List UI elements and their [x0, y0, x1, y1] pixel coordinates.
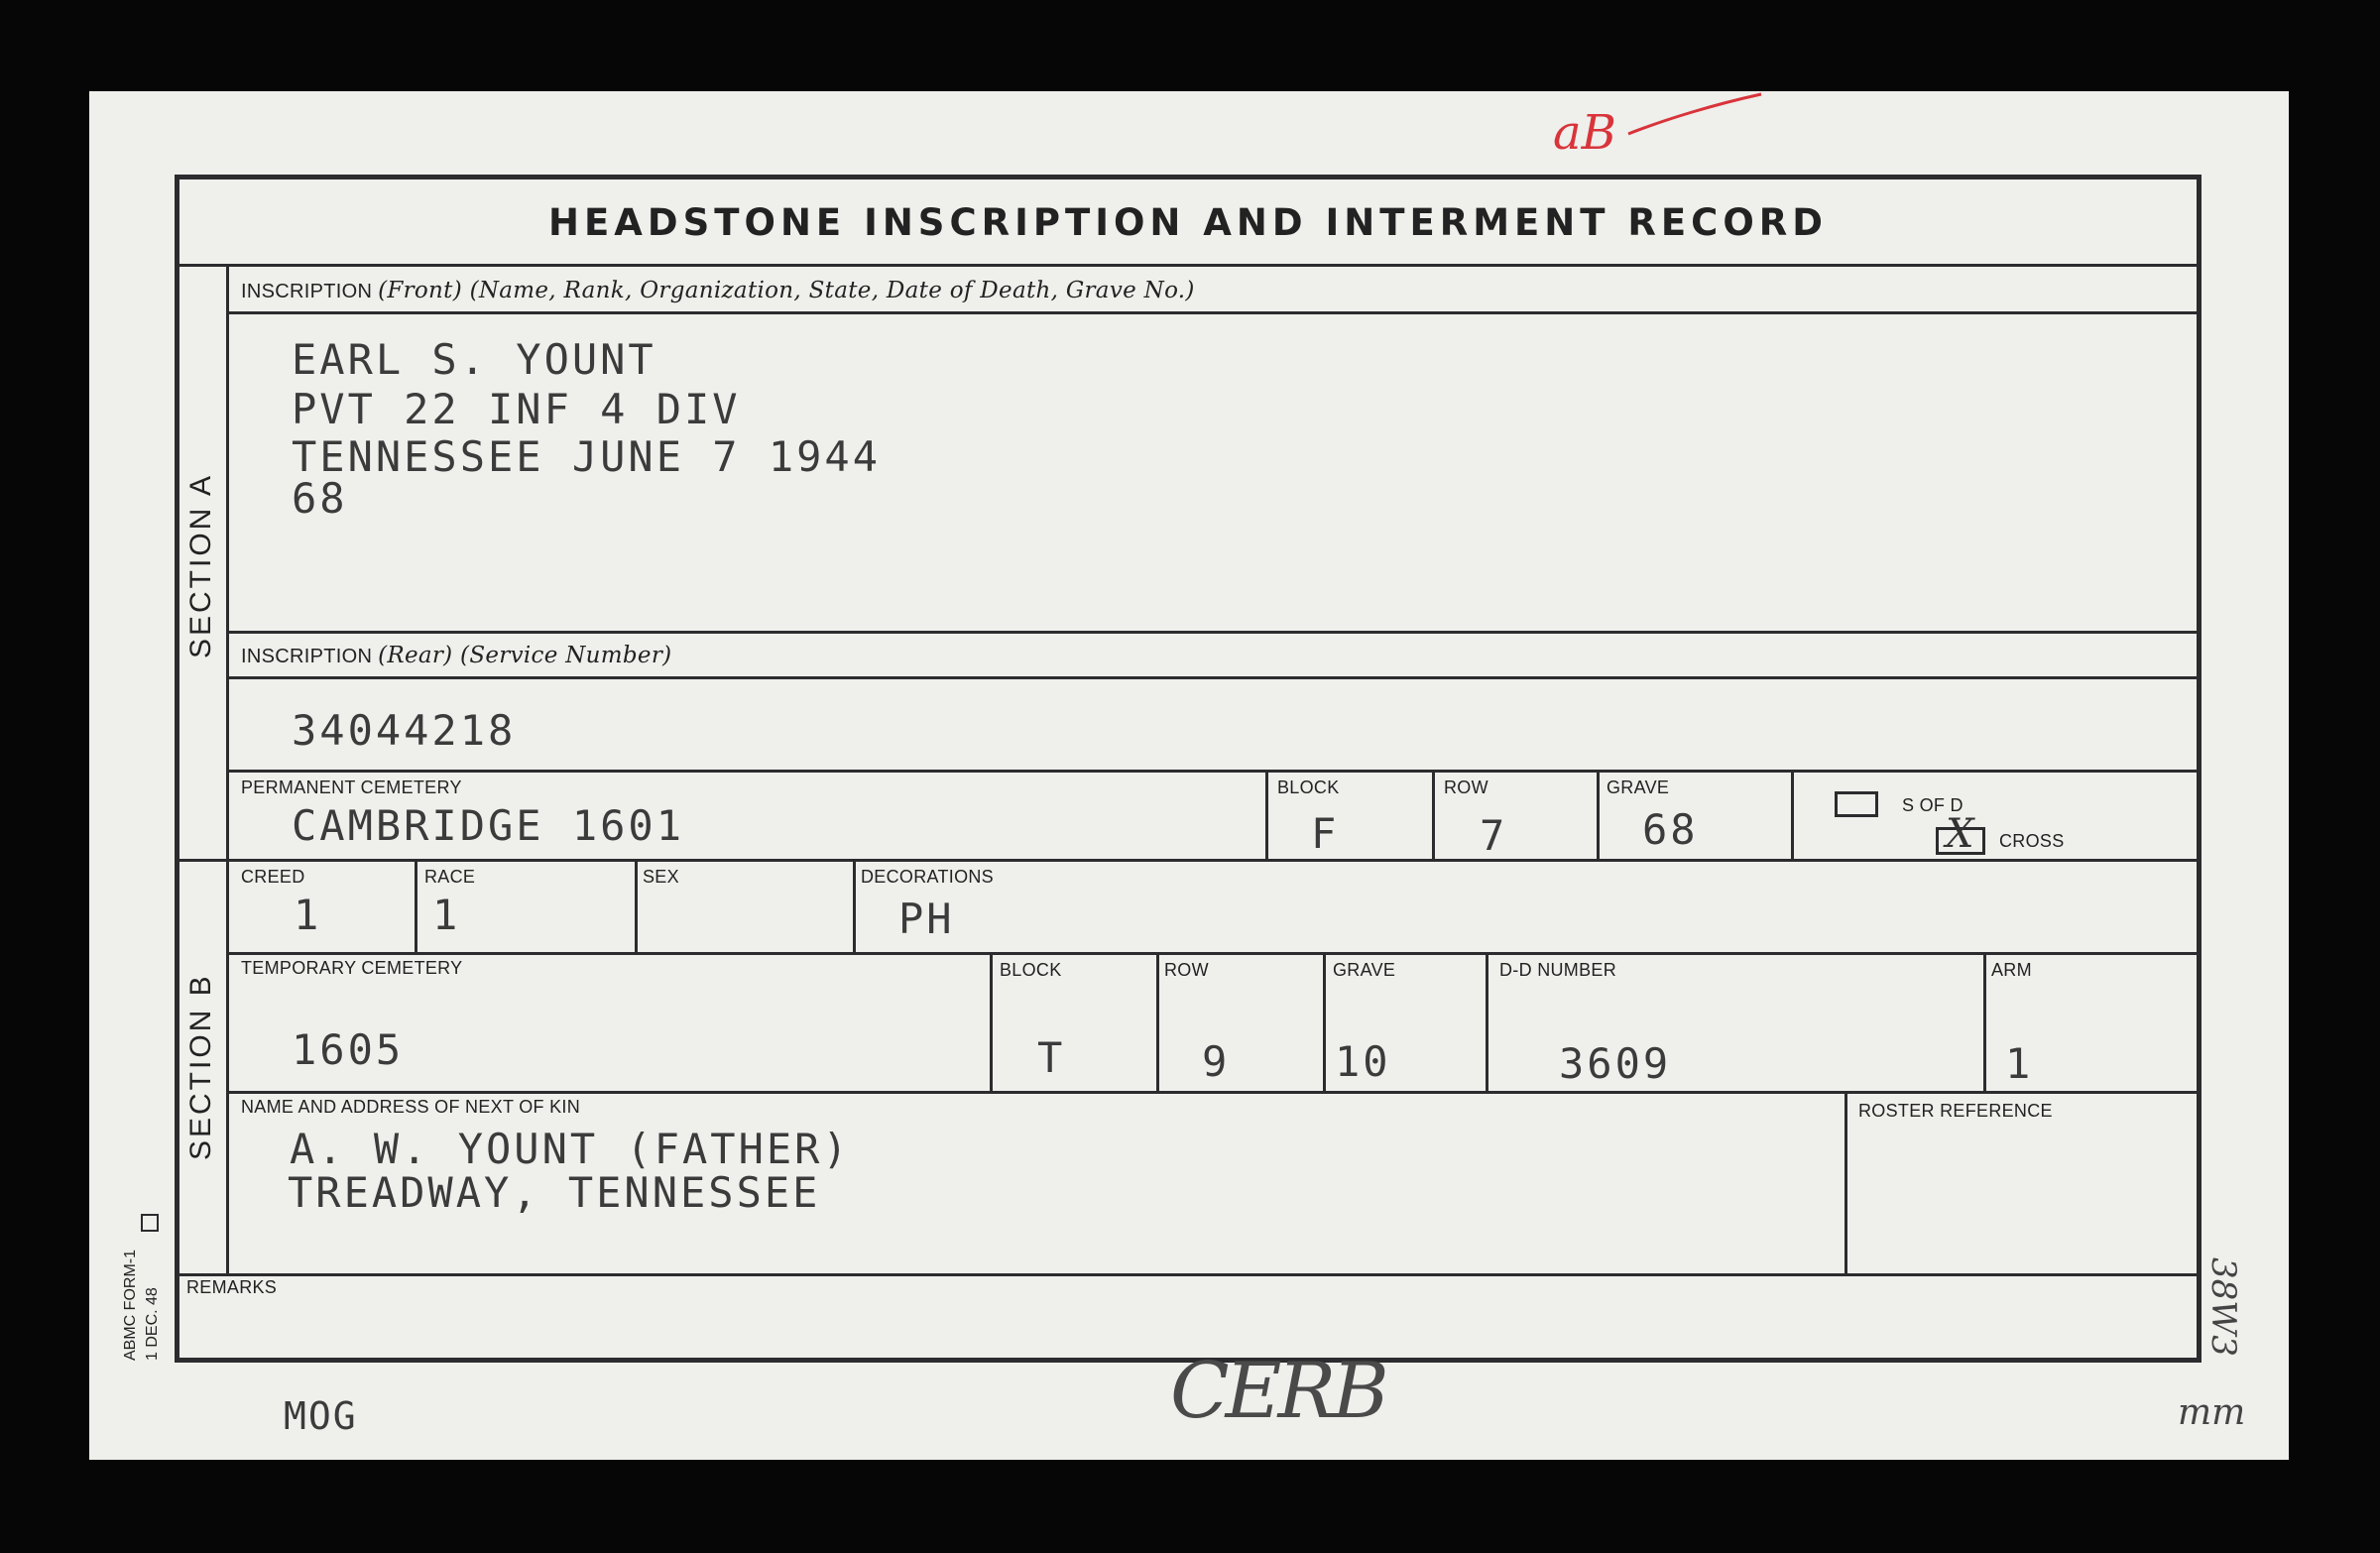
rule-under-title: [175, 264, 2202, 267]
perm-row-rule: [1432, 772, 1435, 859]
dd-number-value: 3609: [1559, 1039, 1672, 1088]
permanent-row-label: ROW: [1444, 777, 1488, 797]
inscription-front-label-detail: (Front) (Name, Rank, Organization, State, Date of Death, Grave No.): [378, 278, 1195, 303]
perm-marker-rule: [1791, 772, 1794, 859]
temporary-row-value: 9: [1202, 1037, 1231, 1086]
form-number: ABMC FORM-1: [122, 1250, 139, 1361]
rule-above-permanent: [228, 770, 2202, 773]
race-value: 1: [432, 891, 461, 939]
permanent-cemetery-value: CAMBRIDGE 1601: [292, 801, 685, 850]
footer-typed-code: MOG: [284, 1394, 358, 1438]
section-a-label: SECTION A: [184, 472, 217, 658]
rule-above-remarks: [175, 1273, 2202, 1276]
permanent-row-value: 7: [1480, 811, 1508, 860]
decorations-value: PH: [898, 895, 955, 943]
temporary-grave-label: GRAVE: [1333, 960, 1396, 980]
inscription-rear-label-main: INSCRIPTION: [241, 646, 373, 667]
perm-grave-rule: [1597, 772, 1600, 859]
rule-above-temporary: [228, 952, 2202, 955]
permanent-grave-value: 68: [1642, 805, 1699, 854]
permanent-block-label: BLOCK: [1277, 777, 1340, 797]
inscription-front-line-4: 68: [292, 474, 348, 523]
section-column-rule: [226, 264, 229, 1275]
cross-label: CROSS: [1999, 831, 2065, 851]
temp-grave-rule: [1323, 954, 1326, 1091]
inscription-front-label-main: INSCRIPTION: [241, 281, 373, 302]
permanent-cemetery-label: PERMANENT CEMETERY: [241, 777, 462, 797]
inscription-rear-label: [241, 643, 671, 668]
temp-block-rule: [990, 954, 993, 1091]
red-underline-stroke: [1626, 89, 1765, 139]
temp-dd-rule: [1486, 954, 1488, 1091]
rule-above-rear: [228, 631, 2202, 634]
s-of-d-label: S OF D: [1902, 795, 1964, 815]
inscription-front-label: [241, 278, 1195, 303]
next-of-kin-line-2: TREADWAY, TENNESSEE: [288, 1168, 821, 1217]
inscription-front-line-3: TENNESSEE JUNE 7 1944: [292, 432, 882, 481]
rule-section-divider: [175, 859, 2202, 862]
inscription-front-line-2: PVT 22 INF 4 DIV: [292, 385, 741, 433]
permanent-block-value: F: [1311, 809, 1340, 858]
creed-race-rule: [415, 861, 417, 952]
temporary-cemetery-label: TEMPORARY CEMETERY: [241, 958, 463, 978]
right-scribble: mm: [2178, 1392, 2246, 1433]
top-red-annotation: aB: [1553, 105, 1616, 161]
arm-label: ARM: [1991, 960, 2032, 980]
cross-check-mark: X: [1946, 811, 1974, 857]
temporary-block-value: T: [1037, 1033, 1066, 1082]
sex-label: SEX: [643, 867, 679, 887]
form-title: HEADSTONE INSCRIPTION AND INTERMENT RECORD: [548, 201, 1828, 244]
race-label: RACE: [424, 867, 476, 887]
perm-block-rule: [1265, 772, 1268, 859]
permanent-grave-label: GRAVE: [1606, 777, 1670, 797]
bottom-handwriting: CERB: [1170, 1347, 1385, 1436]
rule-under-rear-label: [228, 676, 2202, 679]
temporary-cemetery-value: 1605: [292, 1025, 405, 1074]
creed-value: 1: [294, 891, 322, 939]
race-sex-rule: [635, 861, 638, 952]
inscription-front-line-1: EARL S. YOUNT: [292, 335, 656, 384]
s-of-d-checkbox: [1835, 791, 1878, 817]
inscription-rear-label-detail: (Rear) (Service Number): [378, 643, 672, 668]
remarks-label: REMARKS: [186, 1277, 278, 1297]
next-of-kin-line-1: A. W. YOUNT (FATHER): [290, 1125, 851, 1173]
kin-roster-rule: [1844, 1093, 1847, 1273]
sex-decorations-rule: [853, 861, 856, 952]
rule-above-kin: [228, 1091, 2202, 1094]
dd-number-label: D-D NUMBER: [1499, 960, 1616, 980]
next-of-kin-label: NAME AND ADDRESS OF NEXT OF KIN: [241, 1097, 581, 1117]
form-checkbox: [141, 1214, 159, 1232]
right-margin-note: 38W3: [2203, 1257, 2243, 1357]
arm-value: 1: [2005, 1039, 2034, 1088]
temporary-row-label: ROW: [1164, 960, 1209, 980]
temp-arm-rule: [1983, 954, 1986, 1091]
temporary-grave-value: 10: [1335, 1037, 1391, 1086]
service-number-value: 34044218: [292, 706, 517, 755]
temp-row-rule: [1156, 954, 1159, 1091]
form-date: 1 DEC. 48: [144, 1287, 161, 1361]
roster-reference-label: ROSTER REFERENCE: [1858, 1101, 2053, 1121]
temporary-block-label: BLOCK: [1000, 960, 1062, 980]
creed-label: CREED: [241, 867, 305, 887]
section-b-label: SECTION B: [184, 973, 217, 1160]
decorations-label: DECORATIONS: [861, 867, 994, 887]
rule-under-front-label: [228, 311, 2202, 314]
